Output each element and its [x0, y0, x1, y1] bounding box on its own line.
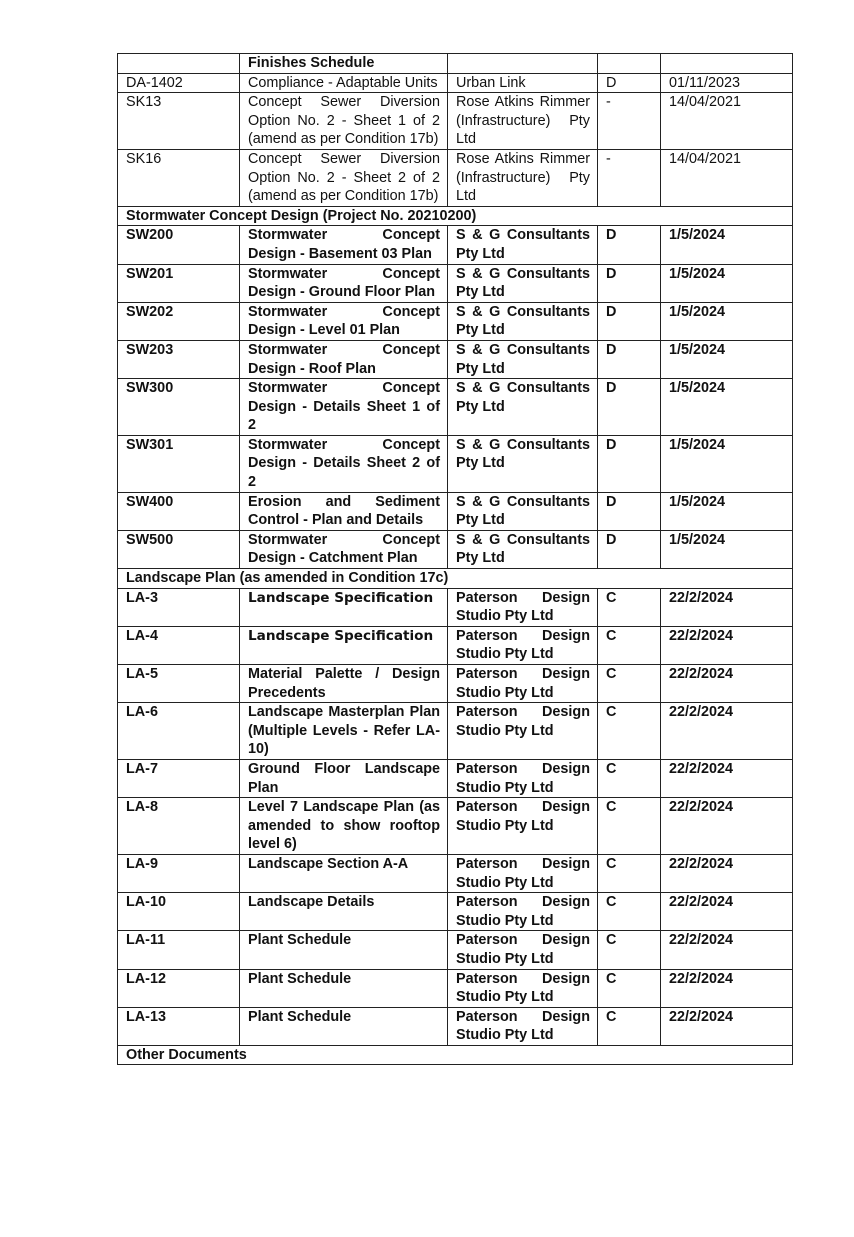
prepared-by-cell: Paterson Design Studio Pty Ltd	[448, 893, 598, 931]
revision-cell: -	[598, 93, 661, 150]
date-cell: 22/2/2024	[661, 931, 793, 969]
table-row	[118, 435, 793, 492]
document-description-cell: Stormwater Concept Design - Details Sheet 1 of 2	[240, 379, 448, 436]
table-row	[118, 665, 793, 703]
table-row	[118, 703, 793, 760]
date-cell: 1/5/2024	[661, 379, 793, 436]
date-cell: 1/5/2024	[661, 302, 793, 340]
revision-cell: C	[598, 854, 661, 892]
prepared-by-cell: S & G Consultants Pty Ltd	[448, 264, 598, 302]
document-reference-cell: LA-6	[118, 703, 240, 760]
document-reference-cell: LA-10	[118, 893, 240, 931]
document-reference-cell: SW203	[118, 340, 240, 378]
date-cell: 22/2/2024	[661, 969, 793, 1007]
prepared-by-cell: Urban Link	[448, 73, 598, 93]
date-cell: 14/04/2021	[661, 93, 793, 150]
plans-table	[117, 53, 793, 1065]
prepared-by-cell: Paterson Design Studio Pty Ltd	[448, 931, 598, 969]
table-row	[118, 264, 793, 302]
document-reference-cell: LA-4	[118, 626, 240, 664]
table-body	[118, 54, 793, 1065]
document-description-cell: Level 7 Landscape Plan (as amended to show rooftop level 6)	[240, 798, 448, 855]
prepared-by-cell: Paterson Design Studio Pty Ltd	[448, 969, 598, 1007]
document-description-cell: Plant Schedule	[240, 969, 448, 1007]
document-reference-cell: LA-12	[118, 969, 240, 1007]
document-reference-cell	[118, 54, 240, 74]
revision-cell: C	[598, 588, 661, 626]
prepared-by-cell: S & G Consultants Pty Ltd	[448, 226, 598, 264]
date-cell: 22/2/2024	[661, 854, 793, 892]
revision-cell: D	[598, 340, 661, 378]
document-description-cell: Stormwater Concept Design - Ground Floor Plan	[240, 264, 448, 302]
table-row	[118, 798, 793, 855]
document-reference-cell: LA-5	[118, 665, 240, 703]
prepared-by-cell: S & G Consultants Pty Ltd	[448, 379, 598, 436]
revision-cell: C	[598, 665, 661, 703]
document-description-cell: Stormwater Concept Design - Details Sheet 2 of 2	[240, 435, 448, 492]
date-cell: 14/04/2021	[661, 149, 793, 206]
document-description-cell: Concept Sewer Diversion Option No. 2 - Sheet 1 of 2 (amend as per Condition 17b)	[240, 93, 448, 150]
document-description-cell: Landscape Masterplan Plan (Multiple Levels - Refer LA-10)	[240, 703, 448, 760]
date-cell: 1/5/2024	[661, 226, 793, 264]
revision-cell: C	[598, 1007, 661, 1045]
date-cell: 22/2/2024	[661, 588, 793, 626]
table-row	[118, 340, 793, 378]
prepared-by-cell: Paterson Design Studio Pty Ltd	[448, 588, 598, 626]
document-reference-cell: SW500	[118, 530, 240, 568]
table-row	[118, 149, 793, 206]
prepared-by-cell: S & G Consultants Pty Ltd	[448, 530, 598, 568]
document-description-cell: Erosion and Sediment Control - Plan and Details	[240, 492, 448, 530]
prepared-by-cell: Paterson Design Studio Pty Ltd	[448, 798, 598, 855]
date-cell: 22/2/2024	[661, 626, 793, 664]
document-reference-cell: SW201	[118, 264, 240, 302]
document-reference-cell: SW400	[118, 492, 240, 530]
document-reference-cell: SW301	[118, 435, 240, 492]
document-description-cell: Compliance - Adaptable Units	[240, 73, 448, 93]
prepared-by-cell: Paterson Design Studio Pty Ltd	[448, 854, 598, 892]
revision-cell: -	[598, 149, 661, 206]
date-cell: 22/2/2024	[661, 703, 793, 760]
prepared-by-cell: S & G Consultants Pty Ltd	[448, 302, 598, 340]
revision-cell: D	[598, 264, 661, 302]
prepared-by-cell: Paterson Design Studio Pty Ltd	[448, 1007, 598, 1045]
document-description-cell: Concept Sewer Diversion Option No. 2 - Sheet 2 of 2 (amend as per Condition 17b)	[240, 149, 448, 206]
prepared-by-cell: Paterson Design Studio Pty Ltd	[448, 665, 598, 703]
document-reference-cell: SW200	[118, 226, 240, 264]
date-cell: 01/11/2023	[661, 73, 793, 93]
document-description-cell: Stormwater Concept Design - Basement 03 Plan	[240, 226, 448, 264]
revision-cell: C	[598, 703, 661, 760]
section-title: Stormwater Concept Design (Project No. 20210200)	[118, 206, 793, 226]
document-reference-cell: LA-9	[118, 854, 240, 892]
date-cell: 1/5/2024	[661, 340, 793, 378]
prepared-by-cell: Paterson Design Studio Pty Ltd	[448, 703, 598, 760]
document-description-cell: Landscape Specification	[240, 626, 448, 664]
document-description-cell: Finishes Schedule	[240, 54, 448, 74]
document-description-cell: Plant Schedule	[240, 1007, 448, 1045]
document-reference-cell: DA-1402	[118, 73, 240, 93]
prepared-by-cell: S & G Consultants Pty Ltd	[448, 492, 598, 530]
document-description-cell: Plant Schedule	[240, 931, 448, 969]
document-reference-cell: LA-11	[118, 931, 240, 969]
date-cell: 22/2/2024	[661, 893, 793, 931]
date-cell: 1/5/2024	[661, 435, 793, 492]
table-row	[118, 1007, 793, 1045]
document-description-cell: Ground Floor Landscape Plan	[240, 759, 448, 797]
date-cell	[661, 54, 793, 74]
document-reference-cell: SK16	[118, 149, 240, 206]
section-header-row	[118, 1045, 793, 1065]
table-row	[118, 626, 793, 664]
date-cell: 22/2/2024	[661, 798, 793, 855]
table-row	[118, 492, 793, 530]
revision-cell: C	[598, 931, 661, 969]
table-row	[118, 588, 793, 626]
document-description-cell: Stormwater Concept Design - Roof Plan	[240, 340, 448, 378]
table-row	[118, 93, 793, 150]
revision-cell: D	[598, 435, 661, 492]
date-cell: 1/5/2024	[661, 530, 793, 568]
table-row	[118, 302, 793, 340]
table-row	[118, 854, 793, 892]
revision-cell: D	[598, 379, 661, 436]
document-description-cell: Material Palette / Design Precedents	[240, 665, 448, 703]
table-row	[118, 54, 793, 74]
revision-cell: C	[598, 759, 661, 797]
document-reference-cell: LA-3	[118, 588, 240, 626]
revision-cell: C	[598, 893, 661, 931]
revision-cell: D	[598, 226, 661, 264]
date-cell: 22/2/2024	[661, 665, 793, 703]
date-cell: 22/2/2024	[661, 759, 793, 797]
prepared-by-cell: Paterson Design Studio Pty Ltd	[448, 759, 598, 797]
document-reference-cell: SW300	[118, 379, 240, 436]
table-row	[118, 73, 793, 93]
table-row	[118, 931, 793, 969]
document-description-cell: Stormwater Concept Design - Level 01 Plan	[240, 302, 448, 340]
prepared-by-cell: S & G Consultants Pty Ltd	[448, 435, 598, 492]
document-reference-cell: SW202	[118, 302, 240, 340]
document-reference-cell: LA-8	[118, 798, 240, 855]
prepared-by-cell: Paterson Design Studio Pty Ltd	[448, 626, 598, 664]
prepared-by-cell: S & G Consultants Pty Ltd	[448, 340, 598, 378]
prepared-by-cell: Rose Atkins Rimmer (Infrastructure) Pty Ltd	[448, 93, 598, 150]
document-description-cell: Landscape Specification	[240, 588, 448, 626]
table-row	[118, 530, 793, 568]
date-cell: 22/2/2024	[661, 1007, 793, 1045]
revision-cell	[598, 54, 661, 74]
document-reference-cell: SK13	[118, 93, 240, 150]
document-description-cell: Landscape Details	[240, 893, 448, 931]
prepared-by-cell: Rose Atkins Rimmer (Infrastructure) Pty Ltd	[448, 149, 598, 206]
section-header-row	[118, 206, 793, 226]
revision-cell: D	[598, 302, 661, 340]
revision-cell: D	[598, 530, 661, 568]
revision-cell: C	[598, 798, 661, 855]
revision-cell: D	[598, 492, 661, 530]
document-description-cell: Landscape Section A-A	[240, 854, 448, 892]
document-reference-cell: LA-7	[118, 759, 240, 797]
section-title: Landscape Plan (as amended in Condition 17c)	[118, 569, 793, 589]
date-cell: 1/5/2024	[661, 264, 793, 302]
revision-cell: C	[598, 969, 661, 1007]
revision-cell: C	[598, 626, 661, 664]
table-row	[118, 226, 793, 264]
prepared-by-cell	[448, 54, 598, 74]
section-title: Other Documents	[118, 1045, 793, 1065]
table-row	[118, 969, 793, 1007]
document-description-cell: Stormwater Concept Design - Catchment Plan	[240, 530, 448, 568]
table-row	[118, 379, 793, 436]
section-header-row	[118, 569, 793, 589]
revision-cell: D	[598, 73, 661, 93]
table-row	[118, 893, 793, 931]
document-reference-cell: LA-13	[118, 1007, 240, 1045]
date-cell: 1/5/2024	[661, 492, 793, 530]
table-row	[118, 759, 793, 797]
